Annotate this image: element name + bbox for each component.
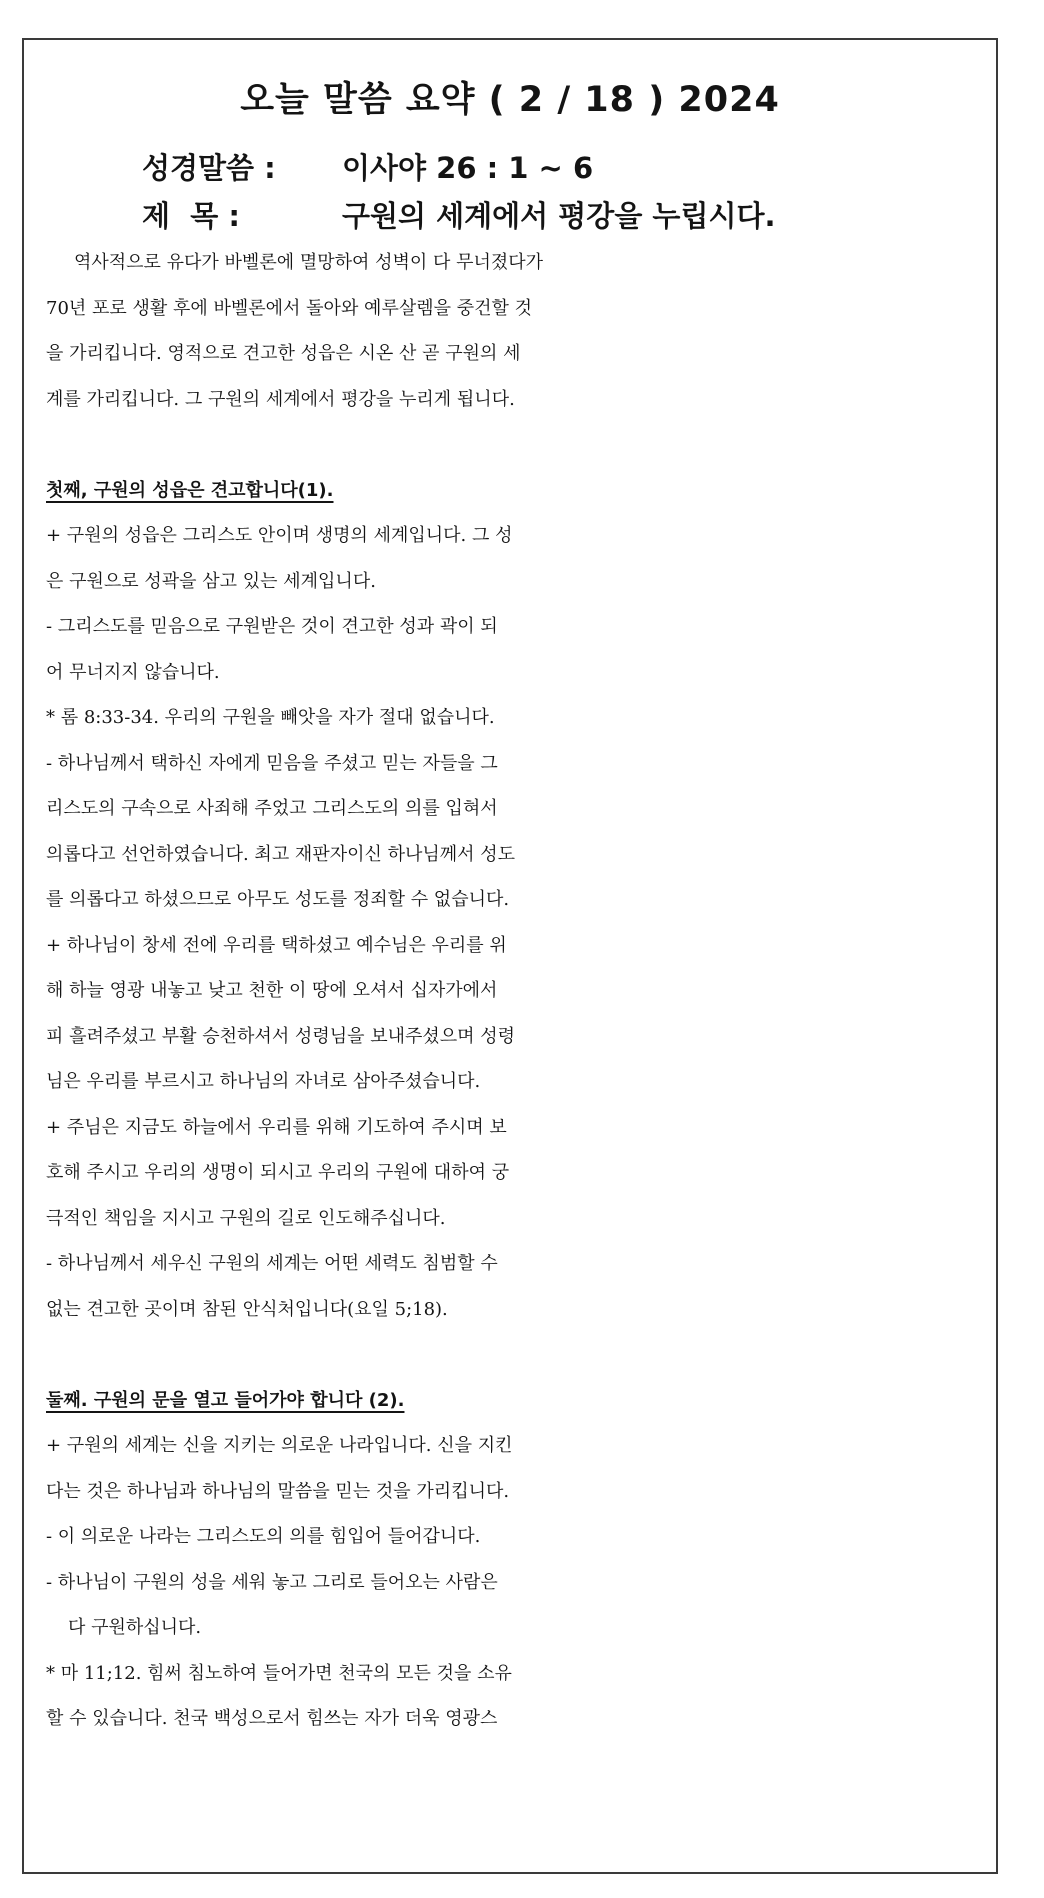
section-line: 호해 주시고 우리의 생명이 되시고 우리의 구원에 대하여 궁 xyxy=(46,1162,510,1183)
section-heading-second: 둘째. 구원의 문을 열고 들어가야 합니다 (2). xyxy=(46,1389,405,1411)
section-line: 해 하늘 영광 내놓고 낮고 천한 이 땅에 오셔서 십자가에서 xyxy=(46,980,498,1001)
section-line: + 구원의 세계는 신을 지키는 의로운 나라입니다. 신을 지킨 xyxy=(46,1435,513,1456)
section-line: + 주님은 지금도 하늘에서 우리를 위해 기도하여 주시며 보 xyxy=(46,1116,507,1138)
section-line: 다 구원하십니다. xyxy=(68,1617,202,1638)
section-line: - 이 의로운 나라는 그리스도의 의를 힘입어 들어갑니다. xyxy=(46,1526,481,1547)
section-line: + 하나님이 창세 전에 우리를 택하셨고 예수님은 우리를 위 xyxy=(46,934,507,956)
intro-line: 역사적으로 유다가 바벨론에 멸망하여 성벽이 다 무너졌다가 xyxy=(74,252,544,273)
section-line: - 하나님께서 택하신 자에게 믿음을 주셨고 믿는 자들을 그 xyxy=(46,752,498,774)
topic-label: 제 목 : xyxy=(142,199,240,233)
page-title: 오늘 말씀 요약 ( 2 / 18 ) 2024 xyxy=(240,80,780,120)
section-line: + 구원의 성읍은 그리스도 안이며 생명의 세계입니다. 그 성 xyxy=(46,525,513,546)
intro-line: 70년 포로 생활 후에 바벨론에서 돌아와 예루살렘을 중건할 것 xyxy=(46,297,532,319)
topic-line xyxy=(142,194,776,235)
section-line: 피 흘려주셨고 부활 승천하셔서 성령님을 보내주셨으며 성령 xyxy=(46,1025,516,1047)
intro-line: 계를 가리킵니다. 그 구원의 세계에서 평강을 누리게 됩니다. xyxy=(46,388,515,410)
scripture-reference: 이사야 26 : 1 ~ 6 xyxy=(342,151,594,185)
section-line: - 하나님이 구원의 성을 세워 놓고 그리로 들어오는 사람은 xyxy=(46,1571,498,1593)
section-line: * 롬 8:33-34. 우리의 구원을 빼앗을 자가 절대 없습니다. xyxy=(46,707,495,728)
topic-title: 구원의 세계에서 평강을 누립시다. xyxy=(342,199,776,233)
spacer xyxy=(46,1332,996,1378)
section-line: 리스도의 구속으로 사죄해 주었고 그리스도의 의를 입혀서 xyxy=(46,798,498,819)
section-line: 극적인 책임을 지시고 구원의 길로 인도해주십니다. xyxy=(46,1207,446,1229)
spacer xyxy=(46,422,996,468)
sermon-body xyxy=(46,240,996,1742)
section-line: 다는 것은 하나님과 하나님의 말씀을 믿는 것을 가리킵니다. xyxy=(46,1480,510,1502)
section-line: 어 무너지지 않습니다. xyxy=(46,661,220,683)
section-line: 님은 우리를 부르시고 하나님의 자녀로 삼아주셨습니다. xyxy=(46,1071,481,1092)
sermon-summary-sheet xyxy=(22,38,998,1874)
section-line: 를 의롭다고 하셨으므로 아무도 성도를 정죄할 수 없습니다. xyxy=(46,889,510,910)
section-line: 은 구원으로 성곽을 삼고 있는 세계입니다. xyxy=(46,570,376,592)
scripture-label: 성경말씀 : xyxy=(142,151,276,185)
section-line: 할 수 있습니다. 천국 백성으로서 힘쓰는 자가 더욱 영광스 xyxy=(46,1708,498,1729)
section-line: - 그리스도를 믿음으로 구원받은 것이 견고한 성과 곽이 되 xyxy=(46,616,498,637)
section-line: 없는 견고한 곳이며 참된 안식처입니다(요일 5;18). xyxy=(46,1298,448,1320)
section-line: - 하나님께서 세우신 구원의 세계는 어떤 세력도 침범할 수 xyxy=(46,1253,498,1274)
section-line: 의롭다고 선언하였습니다. 최고 재판자이신 하나님께서 성도 xyxy=(46,843,516,865)
section-line: * 마 11;12. 힘써 침노하여 들어가면 천국의 모든 것을 소유 xyxy=(46,1662,512,1684)
section-heading-first: 첫째, 구원의 성읍은 견고합니다(1). xyxy=(46,479,334,501)
scripture-line xyxy=(142,146,593,187)
intro-line: 을 가리킵니다. 영적으로 견고한 성읍은 시온 산 곧 구원의 세 xyxy=(46,343,521,364)
